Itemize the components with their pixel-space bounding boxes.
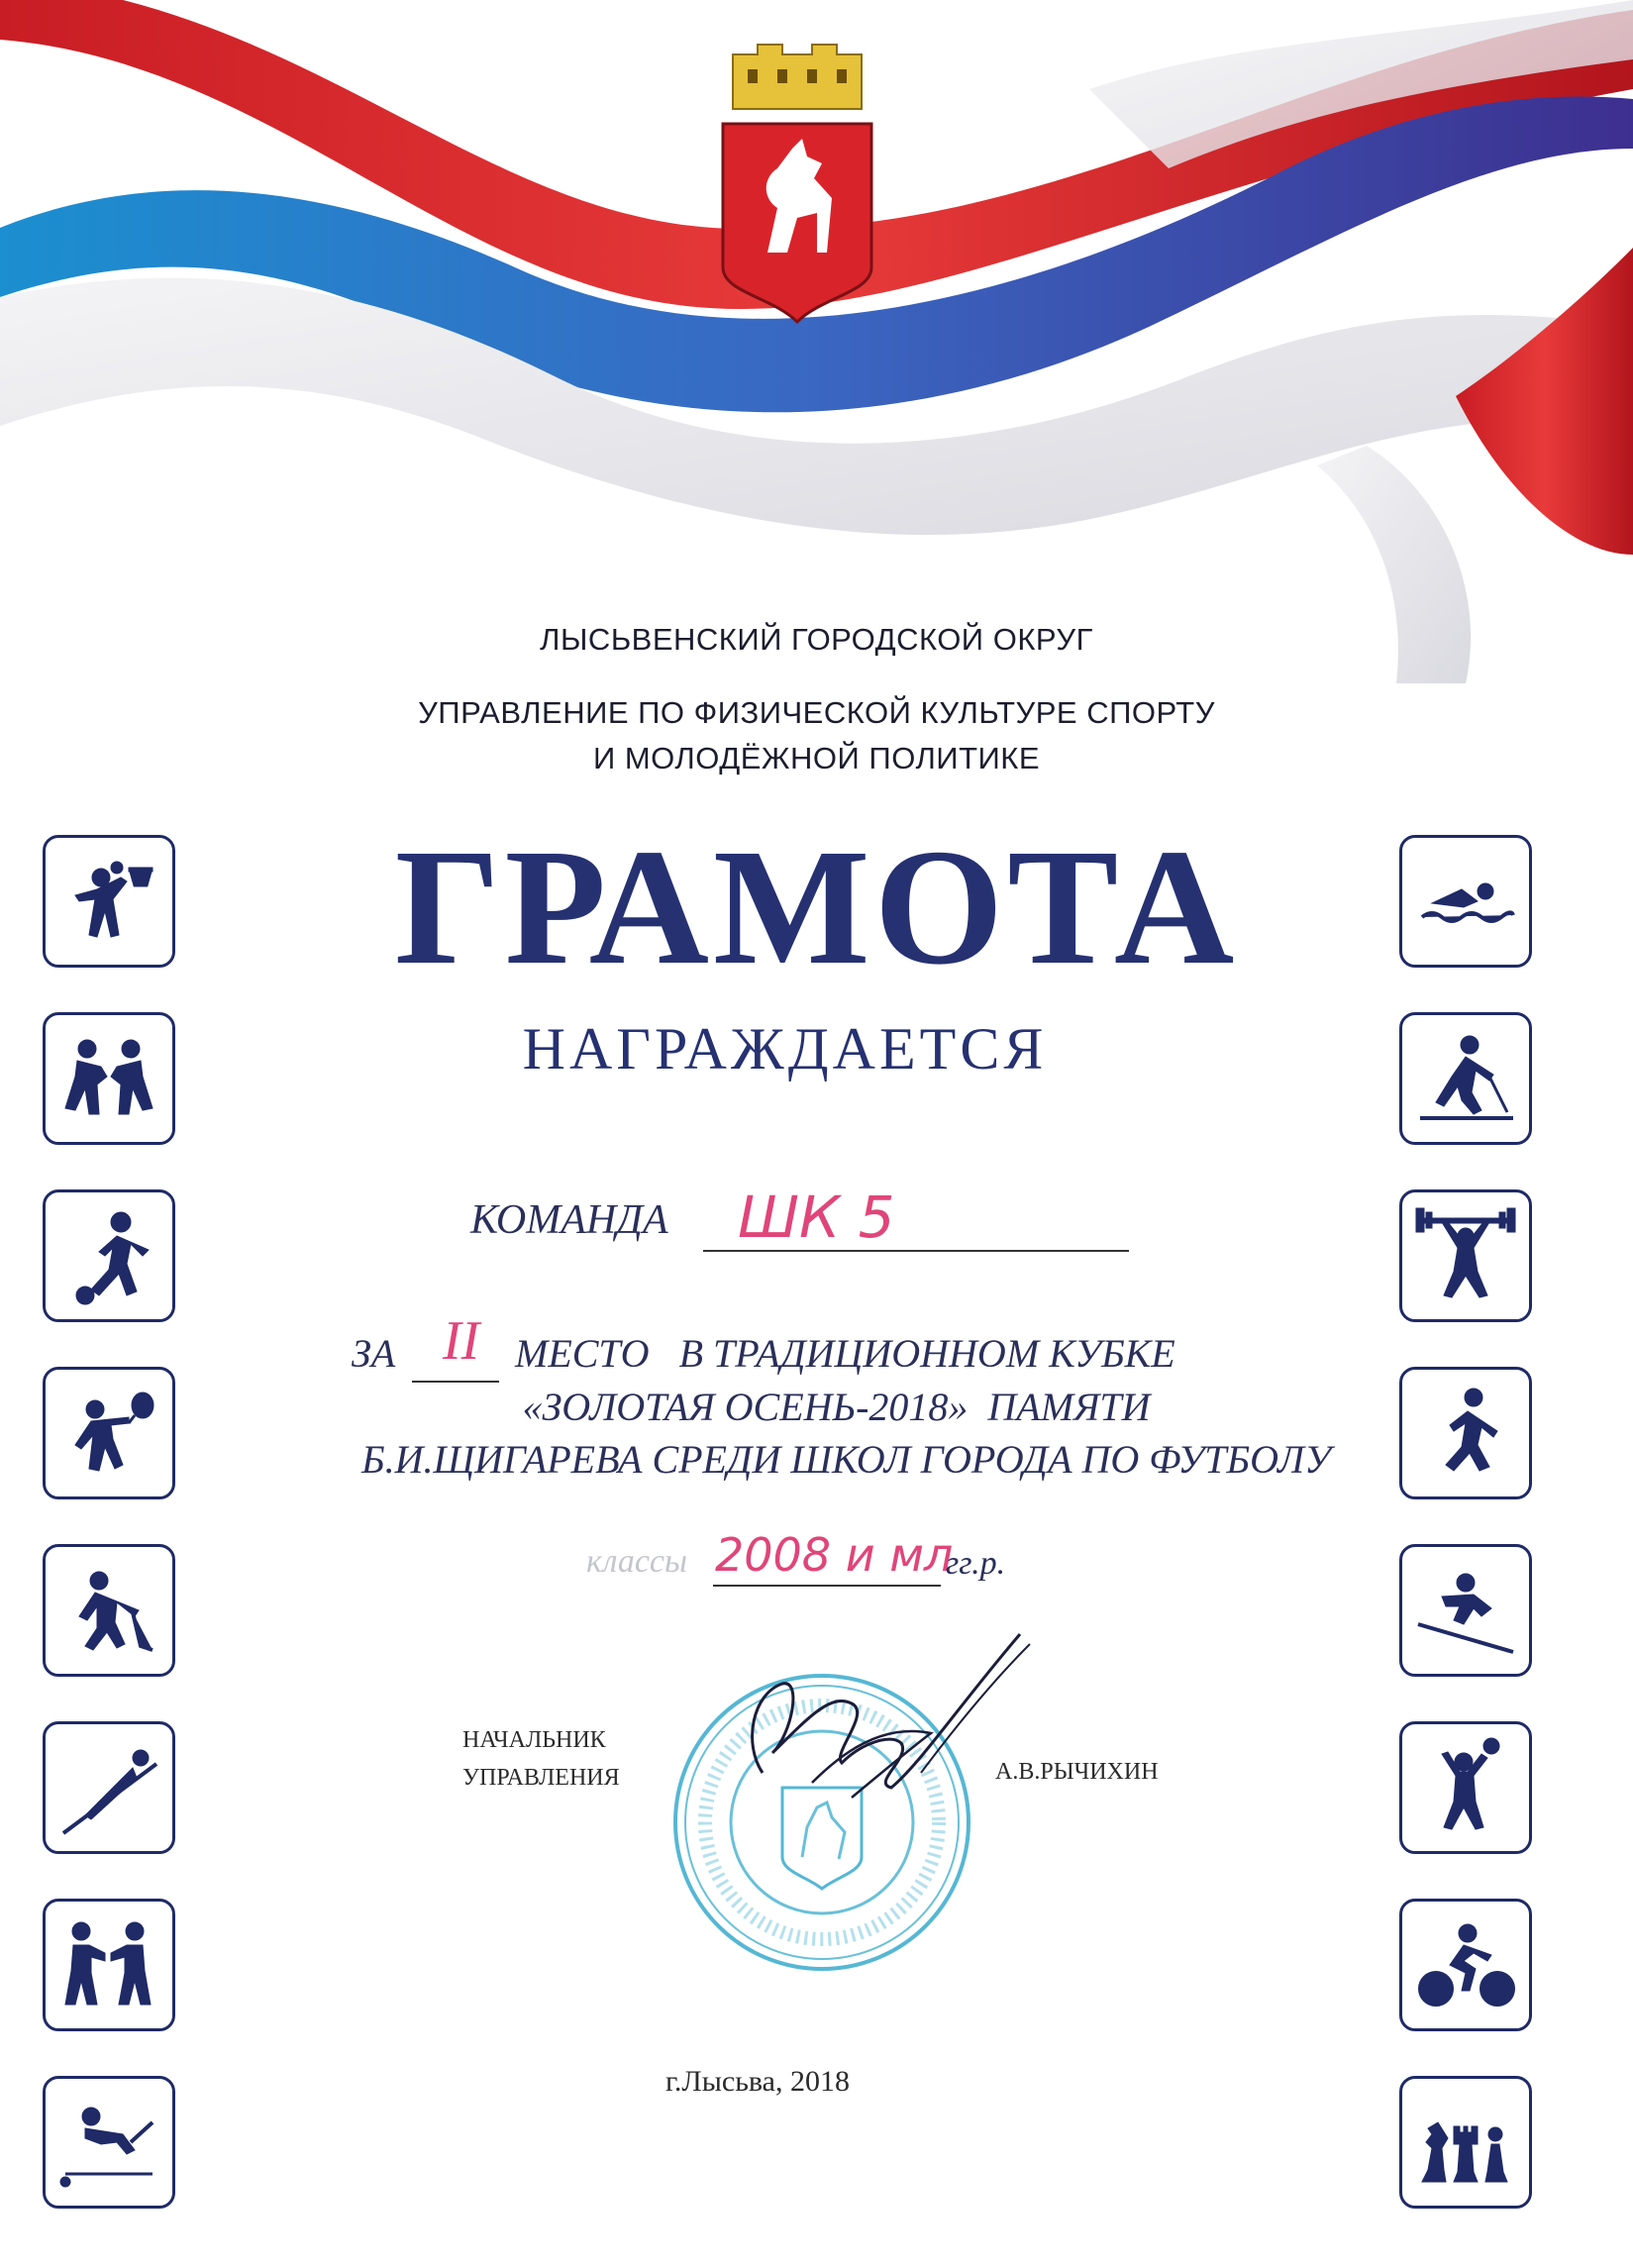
handwritten-signature bbox=[723, 1624, 1040, 1842]
signatory-name: А.В.РЫЧИХИН bbox=[995, 1759, 1159, 1785]
team-label: КОМАНДА bbox=[470, 1197, 668, 1243]
class-underline bbox=[713, 1585, 941, 1587]
class-suffix: гг.р. bbox=[946, 1545, 1006, 1582]
signatory-position-line1: НАЧАЛЬНИК bbox=[462, 1727, 606, 1753]
class-label: классы bbox=[586, 1543, 688, 1580]
cross-country-ski-icon bbox=[1399, 1012, 1532, 1145]
basketball-icon bbox=[43, 835, 175, 968]
city-and-year: г.Лысьва, 2018 bbox=[664, 2065, 850, 2098]
for-label: ЗА bbox=[352, 1331, 396, 1376]
award-text-line2: «ЗОЛОТАЯ ОСЕНЬ-2018» ПАМЯТИ bbox=[522, 1385, 1151, 1429]
award-text-line1: МЕСТО В ТРАДИЦИОННОМ КУБКЕ bbox=[515, 1331, 1175, 1376]
football-icon bbox=[43, 1189, 175, 1322]
signatory-position bbox=[462, 1721, 620, 1797]
weightlifting-icon bbox=[1399, 1189, 1532, 1322]
volleyball-icon bbox=[1399, 1721, 1532, 1854]
swimming-icon bbox=[1399, 835, 1532, 968]
hockey-icon bbox=[43, 1544, 175, 1677]
boxing-icon bbox=[43, 1899, 175, 2031]
place-value-handwritten: II bbox=[443, 1310, 480, 1372]
signatory-position-line2: УПРАВЛЕНИЯ bbox=[462, 1765, 620, 1791]
certificate-subtitle: НАГРАЖДАЕТСЯ bbox=[522, 1016, 1048, 1082]
team-value-handwritten: ШК 5 bbox=[738, 1184, 895, 1251]
coat-of-arms-emblem bbox=[703, 40, 891, 327]
ski-jump-icon bbox=[43, 1721, 175, 1854]
class-value-handwritten: 2008 и мл bbox=[715, 1528, 954, 1582]
organization-name: ЛЫСЬВЕНСКИЙ ГОРОДСКОЙ ОКРУГ bbox=[540, 622, 1093, 657]
tennis-icon bbox=[43, 1367, 175, 1499]
wrestling-icon bbox=[43, 1012, 175, 1145]
award-text-line3: Б.И.ЩИГАРЕВА СРЕДИ ШКОЛ ГОРОДА ПО ФУТБОЛУ bbox=[360, 1437, 1332, 1482]
certificate-title: ГРАМОТА bbox=[394, 815, 1239, 999]
place-underline bbox=[412, 1381, 499, 1383]
department-name-line1: УПРАВЛЕНИЕ ПО ФИЗИЧЕСКОЙ КУЛЬТУРЕ СПОРТУ bbox=[418, 695, 1215, 730]
cycling-icon bbox=[1399, 1899, 1532, 2031]
department-name bbox=[0, 690, 1633, 781]
running-icon bbox=[1399, 1367, 1532, 1499]
chess-icon bbox=[1399, 2076, 1532, 2209]
alpine-ski-icon bbox=[1399, 1544, 1532, 1677]
table-tennis-icon bbox=[43, 2076, 175, 2209]
department-name-line2: И МОЛОДЁЖНОЙ ПОЛИТИКЕ bbox=[592, 741, 1041, 775]
